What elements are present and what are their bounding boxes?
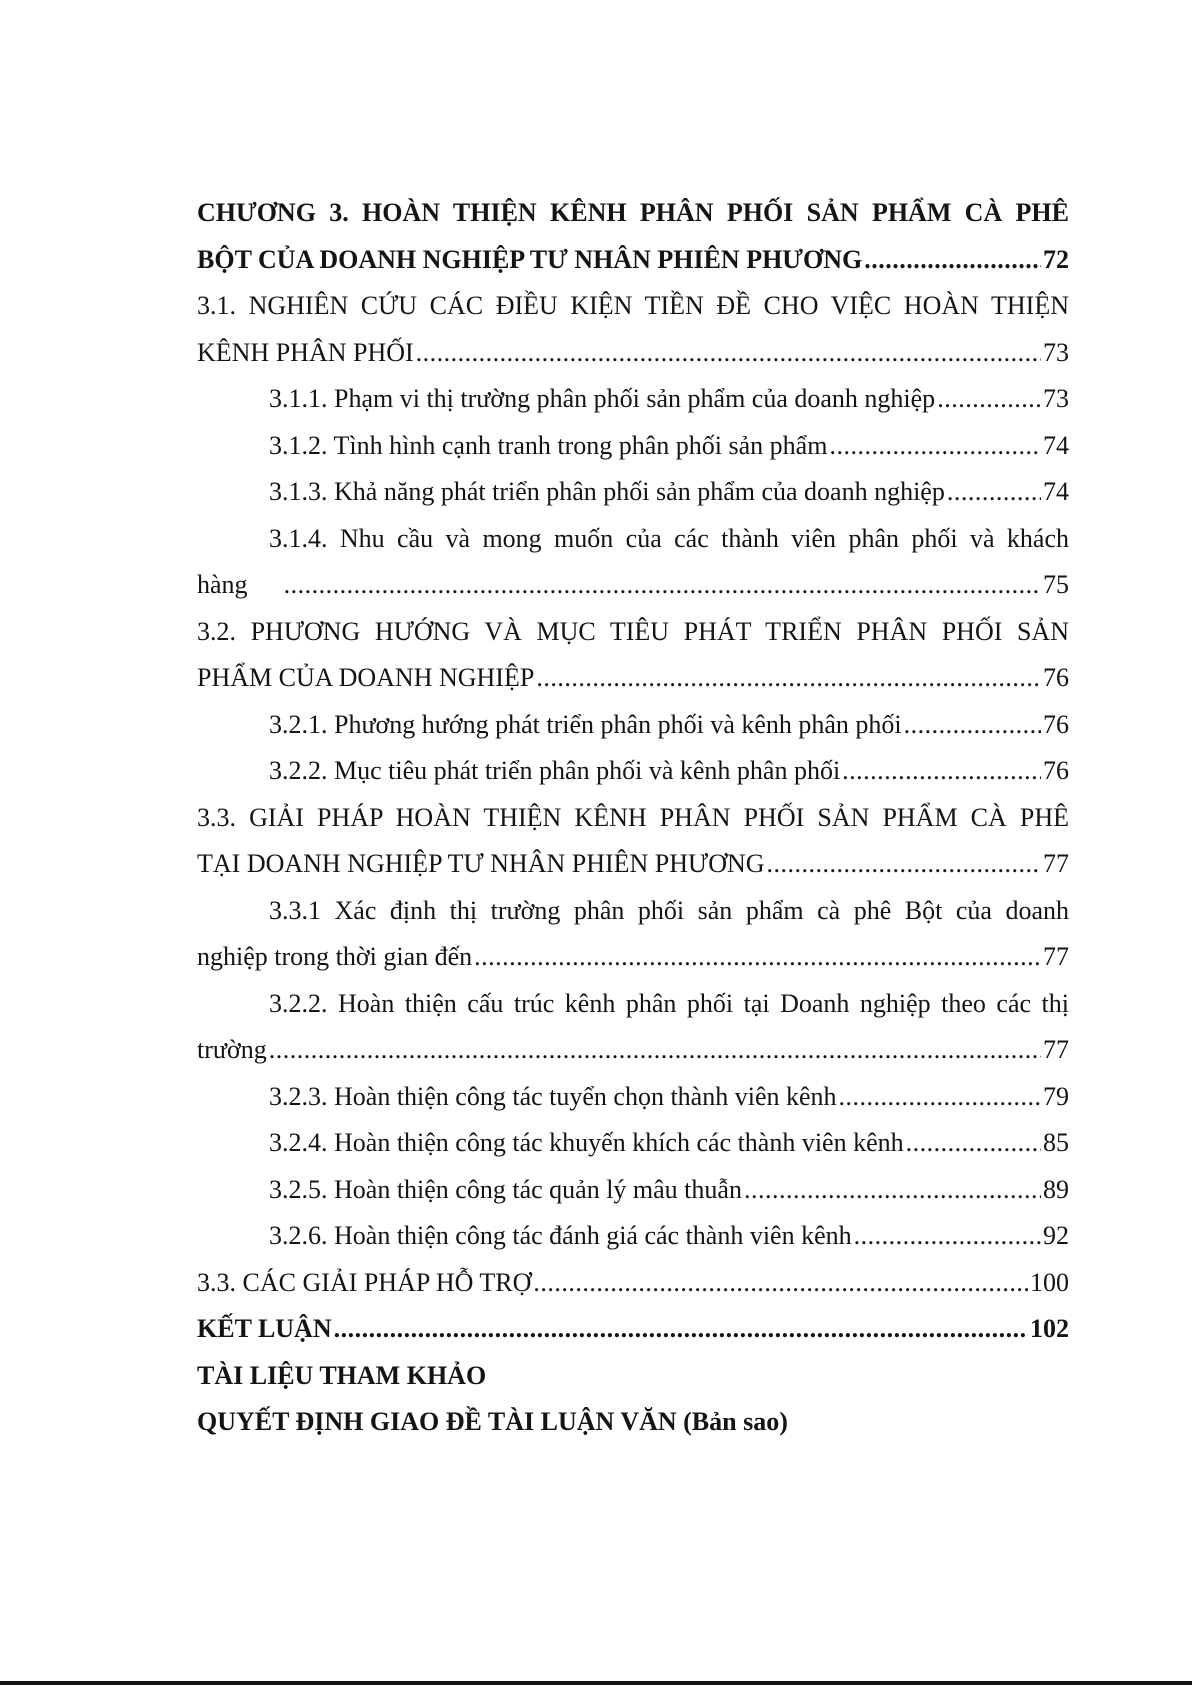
- dot-leader: [854, 1213, 1041, 1260]
- dot-leader: [474, 934, 1041, 981]
- toc-entry-title: 3.2.3. Hoàn thiện công tác tuyển chọn thành viên kênh: [269, 1081, 837, 1111]
- toc-page-number: 76: [1043, 663, 1069, 692]
- toc-page-number: 77: [1043, 1035, 1069, 1064]
- dot-leader: [744, 1167, 1041, 1214]
- toc-section-3-1-title-line1: 3.1. NGHIÊN CỨU CÁC ĐIỀU KIỆN TIỀN ĐỀ CHO VIỆC HOÀN THIỆN: [197, 291, 1069, 320]
- toc-entry-title-line2: trường: [197, 1035, 267, 1064]
- toc-page-number: 85: [1043, 1128, 1069, 1157]
- toc-entry-title-line2: hàng: [197, 570, 248, 599]
- toc-page-number: 102: [1030, 1314, 1069, 1343]
- toc-entry-3-2-5[interactable]: [197, 1167, 1069, 1214]
- toc-entry-3-2-3[interactable]: [197, 1074, 1069, 1121]
- dot-leader: [533, 1260, 1028, 1307]
- table-of-contents: [197, 190, 1069, 1446]
- toc-entry-title: 3.2.4. Hoàn thiện công tác khuyến khích các thành viên kênh: [269, 1128, 904, 1157]
- dot-leader: [334, 1306, 1028, 1353]
- toc-entry-title: 3.1.2. Tình hình cạnh tranh trong phân phối sản phẩm: [269, 430, 828, 460]
- toc-section-3-3-support[interactable]: [197, 1260, 1069, 1307]
- toc-page-number: 73: [1043, 337, 1069, 367]
- toc-entry-3-3-1[interactable]: [197, 934, 1069, 981]
- toc-entry-title: 3.3. CÁC GIẢI PHÁP HỖ TRỢ: [197, 1267, 532, 1297]
- toc-entry-3-1-3[interactable]: [197, 469, 1069, 516]
- toc-entry-3-2-2b[interactable]: [197, 1027, 1069, 1074]
- toc-page-number: 79: [1043, 1081, 1069, 1111]
- toc-entry-3-1-1[interactable]: [197, 376, 1069, 423]
- toc-page-number: 76: [1043, 756, 1069, 785]
- toc-entry-3-2-1[interactable]: [197, 702, 1069, 749]
- dot-leader: [269, 1027, 1041, 1074]
- toc-entry-title: 3.2.1. Phương hướng phát triển phân phối và kênh phân phối: [269, 709, 902, 739]
- toc-conclusion[interactable]: [197, 1306, 1069, 1353]
- toc-chapter-3-title-line1: CHƯƠNG 3. HOÀN THIỆN KÊNH PHÂN PHỐI SẢN PHẨM CÀ PHÊ: [197, 198, 1069, 227]
- toc-entry-title: 3.2.6. Hoàn thiện công tác đánh giá các thành viên kênh: [269, 1221, 852, 1250]
- toc-entry-title: 3.1.1. Phạm vi thị trường phân phối sản phẩm của doanh nghiệp: [269, 384, 936, 413]
- toc-page-number: 100: [1030, 1267, 1069, 1297]
- dot-leader: [767, 841, 1041, 888]
- toc-entry-3-2-6[interactable]: [197, 1213, 1069, 1260]
- dot-leader: [864, 237, 1041, 284]
- toc-entry-title: 3.2.5. Hoàn thiện công tác quản lý mâu thuẫn: [269, 1174, 742, 1204]
- toc-section-3-3-title-line2: TẠI DOANH NGHIỆP TƯ NHÂN PHIÊN PHƯƠNG: [197, 849, 765, 878]
- toc-entry-title: 3.2.2. Mục tiêu phát triển phân phối và kênh phân phối: [269, 756, 841, 785]
- dot-leader: [839, 1074, 1041, 1121]
- dot-leader: [536, 655, 1041, 702]
- toc-entry-title: KẾT LUẬN: [197, 1314, 332, 1343]
- toc-section-3-1-title-line2: KÊNH PHÂN PHỐI: [197, 337, 414, 367]
- toc-entry-3-2-4[interactable]: [197, 1120, 1069, 1167]
- dot-leader: [829, 423, 1041, 470]
- toc-section-3-1-entry[interactable]: [197, 330, 1069, 377]
- toc-section-3-3-title-line1: 3.3. GIẢI PHÁP HOÀN THIỆN KÊNH PHÂN PHỐI SẢN PHẨM CÀ PHÊ: [197, 802, 1069, 832]
- toc-chapter-3-entry[interactable]: [197, 237, 1069, 284]
- toc-page-number: 89: [1043, 1174, 1069, 1204]
- toc-section-3-3-entry[interactable]: [197, 841, 1069, 888]
- toc-page-number: 74: [1043, 477, 1069, 506]
- toc-page-number: 77: [1043, 849, 1069, 878]
- toc-section-3-2-title-line1: 3.2. PHƯƠNG HƯỚNG VÀ MỤC TIÊU PHÁT TRIỂN PHÂN PHỐI SẢN: [197, 616, 1069, 646]
- toc-page-number: 74: [1043, 430, 1069, 460]
- toc-page-number: 72: [1043, 244, 1069, 274]
- toc-page-number: 73: [1043, 384, 1069, 413]
- toc-page-number: 75: [1043, 570, 1069, 599]
- dot-leader: [906, 1120, 1041, 1167]
- toc-entry-title-line2: nghiệp trong thời gian đến: [197, 942, 473, 971]
- toc-entry-title: 3.1.3. Khả năng phát triển phân phối sản phẩm của doanh nghiệp: [269, 477, 945, 506]
- toc-entry-3-3-1-line1: 3.3.1 Xác định thị trường phân phối sản phẩm cà phê Bột của doanh: [269, 895, 1069, 925]
- toc-section-3-2-entry[interactable]: [197, 655, 1069, 702]
- toc-page-number: 92: [1043, 1221, 1069, 1250]
- dot-leader: [904, 702, 1041, 749]
- toc-entry-3-2-2b-line1: 3.2.2. Hoàn thiện cấu trúc kênh phân phối tại Doanh nghiệp theo các thị: [269, 988, 1069, 1018]
- toc-references[interactable]: TÀI LIỆU THAM KHẢO: [197, 1360, 487, 1390]
- toc-section-3-2-title-line2: PHẨM CỦA DOANH NGHIỆP: [197, 663, 535, 692]
- toc-chapter-3-title-line2: BỘT CỦA DOANH NGHIỆP TƯ NHÂN PHIÊN PHƯƠNG: [197, 244, 863, 274]
- dot-leader: [937, 376, 1041, 423]
- dot-leader: [947, 469, 1041, 516]
- toc-decision[interactable]: QUYẾT ĐỊNH GIAO ĐỀ TÀI LUẬN VĂN (Bản sao): [197, 1407, 788, 1436]
- toc-entry-3-1-2[interactable]: [197, 423, 1069, 470]
- page-bottom-border: [0, 1681, 1192, 1685]
- toc-entry-3-1-4-line1: 3.1.4. Nhu cầu và mong muốn của các thành viên phân phối và khách: [269, 523, 1069, 553]
- toc-entry-3-2-2[interactable]: [197, 748, 1069, 795]
- toc-page-number: 77: [1043, 942, 1069, 971]
- toc-entry-3-1-4[interactable]: [197, 562, 1069, 609]
- dot-leader: [842, 748, 1041, 795]
- dot-leader: [416, 330, 1041, 377]
- toc-page-number: 76: [1043, 709, 1069, 739]
- dot-leader: [284, 562, 1041, 609]
